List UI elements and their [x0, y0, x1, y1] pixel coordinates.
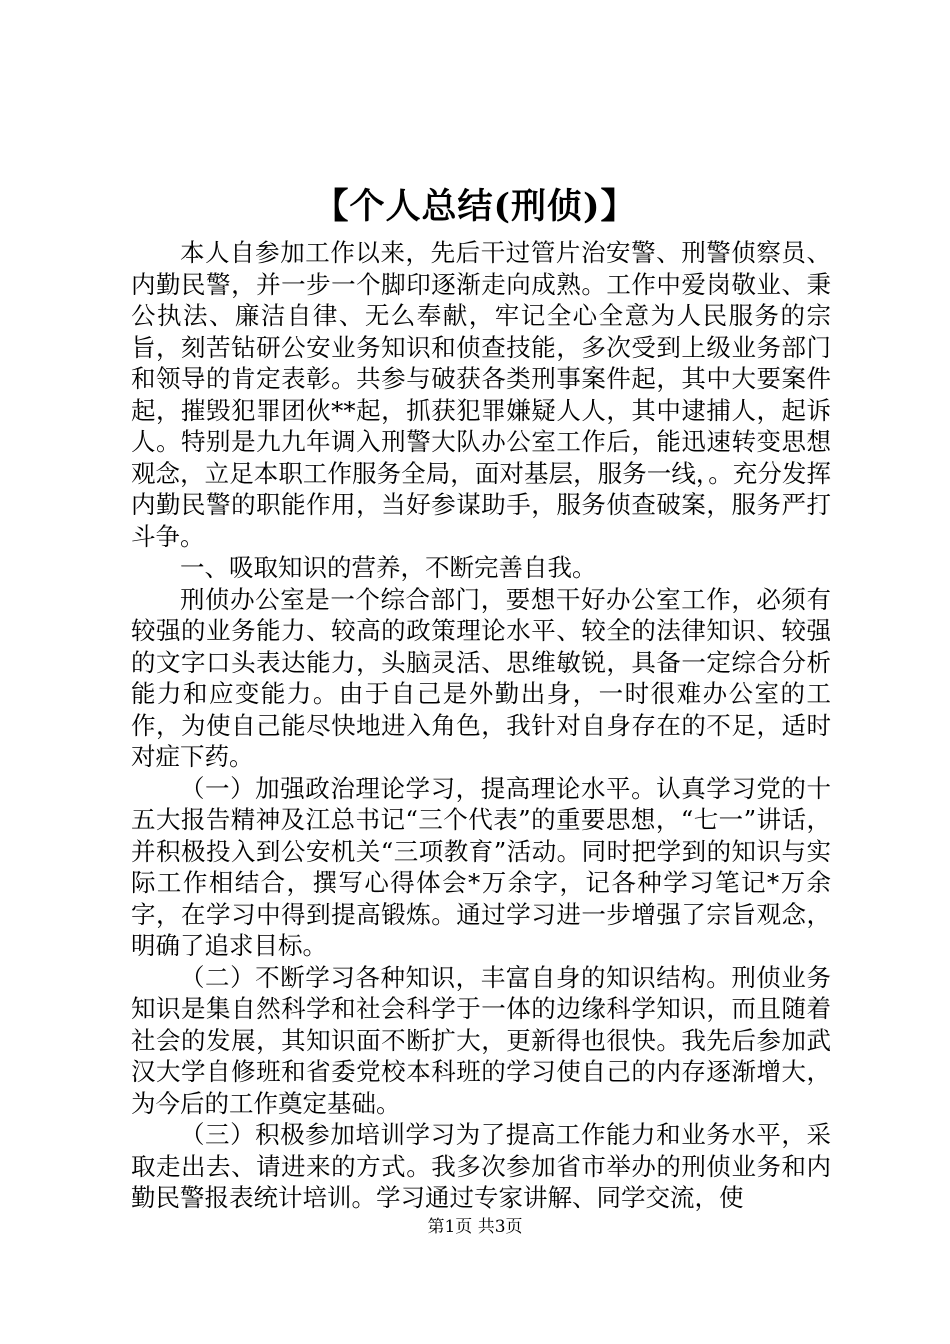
- document-title: 【个人总结(刑侦)】: [313, 186, 637, 227]
- paragraph-point-two: （二）不断学习各种知识，丰富自身的知识结构。刑侦业务知识是集自然科学和社会科学于一体的边缘科学知识，而且随着社会的发展，其知识面不断扩大，更新得也很快。我先后参加武汉大学自修班和省委党校本科班的学习使自己的内存逐渐增大，为今后的工作奠定基础。: [131, 962, 831, 1118]
- paragraph-point-three: （三）积极参加培训学习为了提高工作能力和业务水平，采取走出去、请进来的方式。我多次参加省市举办的刑侦业务和内勤民警报表统计培训。学习通过专家讲解、同学交流，使: [131, 1120, 831, 1212]
- paragraph-section-heading: 一、吸取知识的营养，不断完善自我。: [180, 553, 597, 582]
- document-body: [131, 237, 831, 1214]
- paragraph-intro: 本人自参加工作以来，先后干过管片治安警、刑警侦察员、内勤民警，并一步一个脚印逐渐走向成熟。工作中爱岗敬业、秉公执法、廉洁自律、无么奉献，牢记全心全意为人民服务的宗旨，刻苦钻研公安业务知识和侦查技能，多次受到上级业务部门和领导的肯定表彰。共参与破获各类刑事案件起，其中大要案件起，摧毁犯罪团伙**起，抓获犯罪嫌疑人人，其中逮捕人，起诉人。特别是九九年调入刑警大队办公室工作后，能迅速转变思想观念，立足本职工作服务全局，面对基层，服务一线，。充分发挥内勤民警的职能作用，当好参谋助手，服务侦查破案，服务严打斗争。: [131, 238, 831, 551]
- paragraph-point-one: （一）加强政治理论学习，提高理论水平。认真学习党的十五大报告精神及江总书记“三个代表”的重要思想，“七一”讲话，并积极投入到公安机关“三项教育”活动。同时把学到的知识与实际工作相结合，撰写心得体会*万余字，记各种学习笔记*万余字，在学习中得到提高锻炼。通过学习进一步增强了宗旨观念，明确了追求目标。: [131, 773, 831, 960]
- paragraph-office-work: 刑侦办公室是一个综合部门，要想干好办公室工作，必须有较强的业务能力、较高的政策理论水平、较全的法律知识、较强的文字口头表达能力，头脑灵活、思维敏锐，具备一定综合分析能力和应变能力。由于自己是外勤出身，一时很难办公室的工作，为使自己能尽快地进入角色，我针对自身存在的不足，适时对症下药。: [131, 584, 831, 771]
- page-number-footer: 第1页 共3页: [427, 1217, 523, 1237]
